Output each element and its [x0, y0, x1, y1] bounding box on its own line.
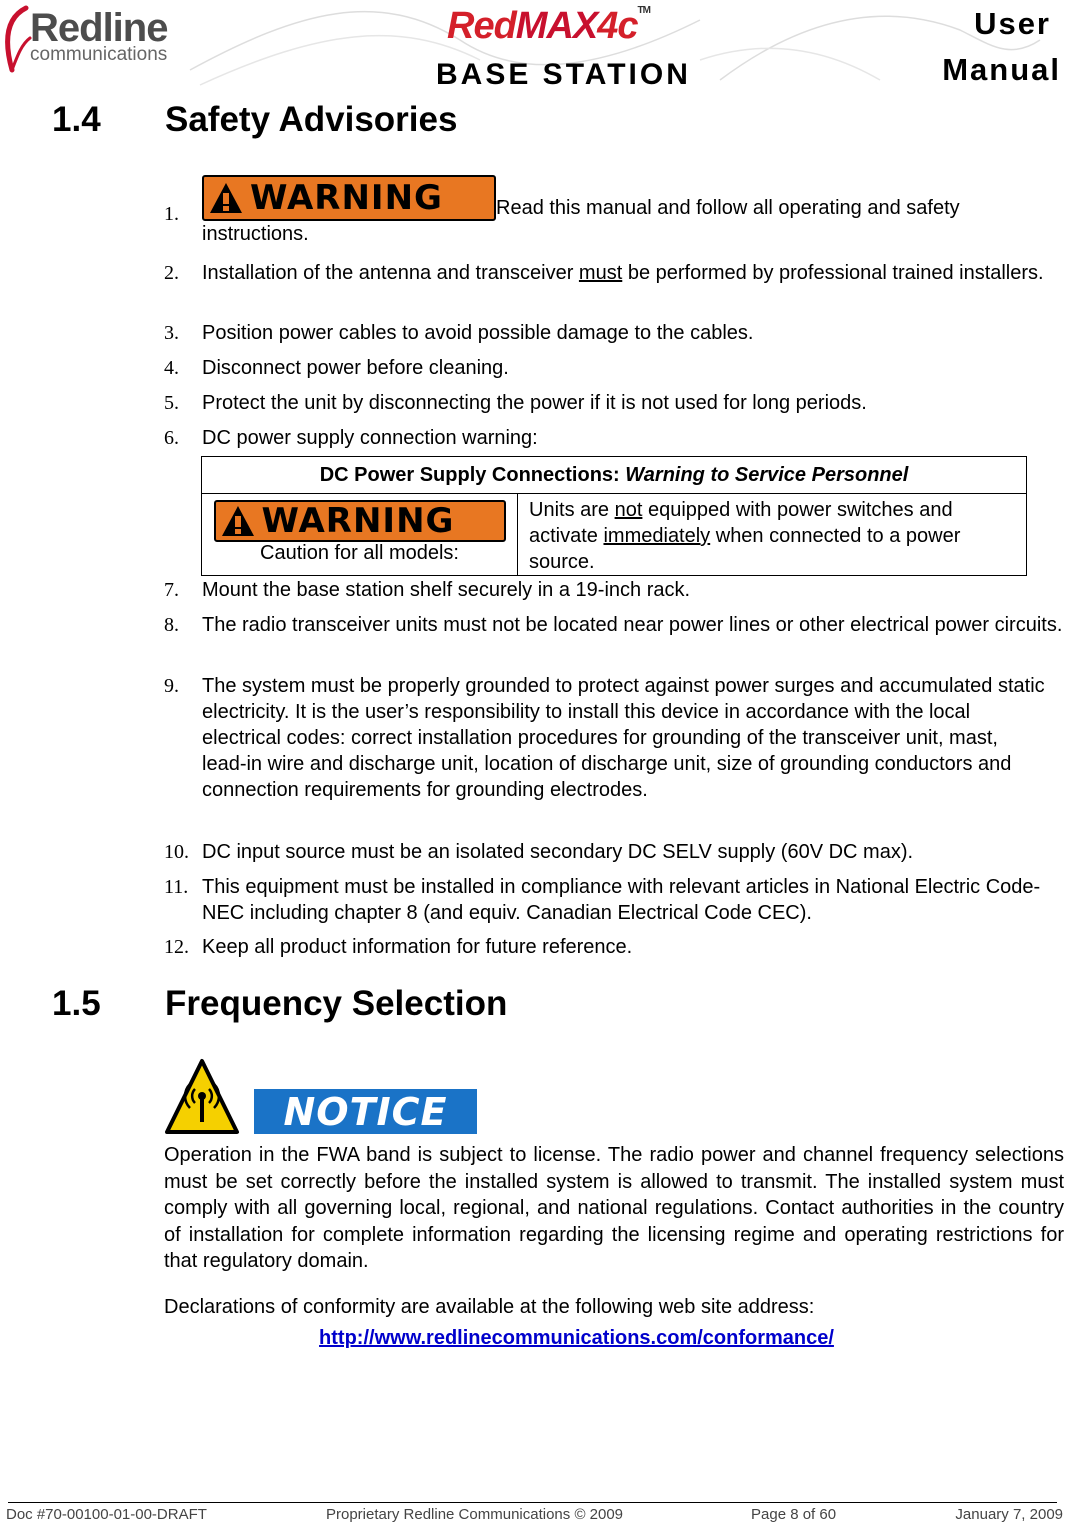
list-item: 4. Disconnect power before cleaning.: [164, 357, 509, 379]
conformity-paragraph: Declarations of conformity are available at the following web site address:: [164, 1296, 815, 1318]
section-heading-1-4: 1.4 Safety Advisories: [52, 100, 458, 139]
redline-logo-mark: [0, 4, 32, 74]
list-item: 5. Protect the unit by disconnecting the power if it is not used for long periods.: [164, 392, 867, 414]
warning-badge: WARNING: [202, 175, 496, 221]
list-item: 3. Position power cables to avoid possible damage to the cables.: [164, 322, 754, 344]
brand-subtitle: communications: [30, 44, 168, 65]
list-item: 12. Keep all product information for future reference.: [164, 936, 633, 958]
warning-badge: WARNING: [214, 500, 506, 542]
list-item: 8. The radio transceiver units must not be located near power lines or other electrical power circuits.: [164, 614, 1063, 636]
frequency-paragraph: Operation in the FWA band is subject to license. The radio power and channel frequency selections must be set correctly before the installed system is allowed to transmit. The installed system must comply with all governing local, regional, and national regulations. Contact authorities in the country of installation for complete information regarding the licensing regime and operating restrictions for that regulatory domain.: [164, 1144, 1064, 1272]
list-item: 7. Mount the base station shelf securely in a 19-inch rack.: [164, 579, 691, 601]
list-item: 6. DC power supply connection warning:: [164, 427, 538, 449]
footer-proprietary: Proprietary Redline Communications © 2009: [326, 1506, 624, 1523]
notice-badge: NOTICE: [254, 1089, 477, 1134]
footer-divider: [8, 1502, 1057, 1503]
dc-table-warning-text: Units are not equipped with power switches and activate immediately when connected to a power source.: [518, 494, 1027, 576]
conformance-link[interactable]: http://www.redlinecommunications.com/conformance/: [319, 1327, 834, 1349]
dc-power-warning-table: [201, 456, 1027, 576]
footer-doc-number: Doc #70-00100-01-00-DRAFT: [6, 1506, 207, 1523]
footer-page-number: Page 8 of 60: [751, 1506, 837, 1523]
brand-name: Redline: [30, 6, 168, 50]
list-item: 1. WARNING Read this manual and follow all operating and safety instructions.: [164, 175, 1064, 247]
product-logo: RedMAX4c™: [447, 5, 650, 47]
dc-table-heading: DC Power Supply Connections: Warning to Service Personnel: [202, 457, 1027, 494]
list-item: 10. DC input source must be an isolated secondary DC SELV supply (60V DC max).: [164, 841, 914, 863]
header-manual: Manual: [942, 52, 1061, 87]
header-user: User: [974, 6, 1051, 41]
list-item: 2. Installation of the antenna and transceiver must be performed by professional trained installers.: [164, 262, 1044, 284]
radiation-warning-icon: [164, 1058, 240, 1136]
list-item: 11. This equipment must be installed in compliance with relevant articles in National Electric Code-NEC including chapter 8 (and equiv. Canadian Electrical Code CEC).: [164, 876, 1041, 924]
dc-table-caution-cell: WARNING Caution for all models:: [202, 494, 518, 576]
list-item: 9. The system must be properly grounded to protect against power surges and accumulated static electricity. It is the user’s responsibility to install this device in accordance with the local electrical codes: correct installation procedures for grounding of the transceiver unit, mast, lead-in wire and discharge unit, location of discharge unit, size of grounding conductors and connection requirements for grounding electrodes.: [164, 675, 1045, 801]
base-station-title: BASE STATION: [436, 58, 691, 91]
section-heading-1-5: 1.5 Frequency Selection: [52, 984, 508, 1023]
footer-date: January 7, 2009: [955, 1506, 1063, 1523]
